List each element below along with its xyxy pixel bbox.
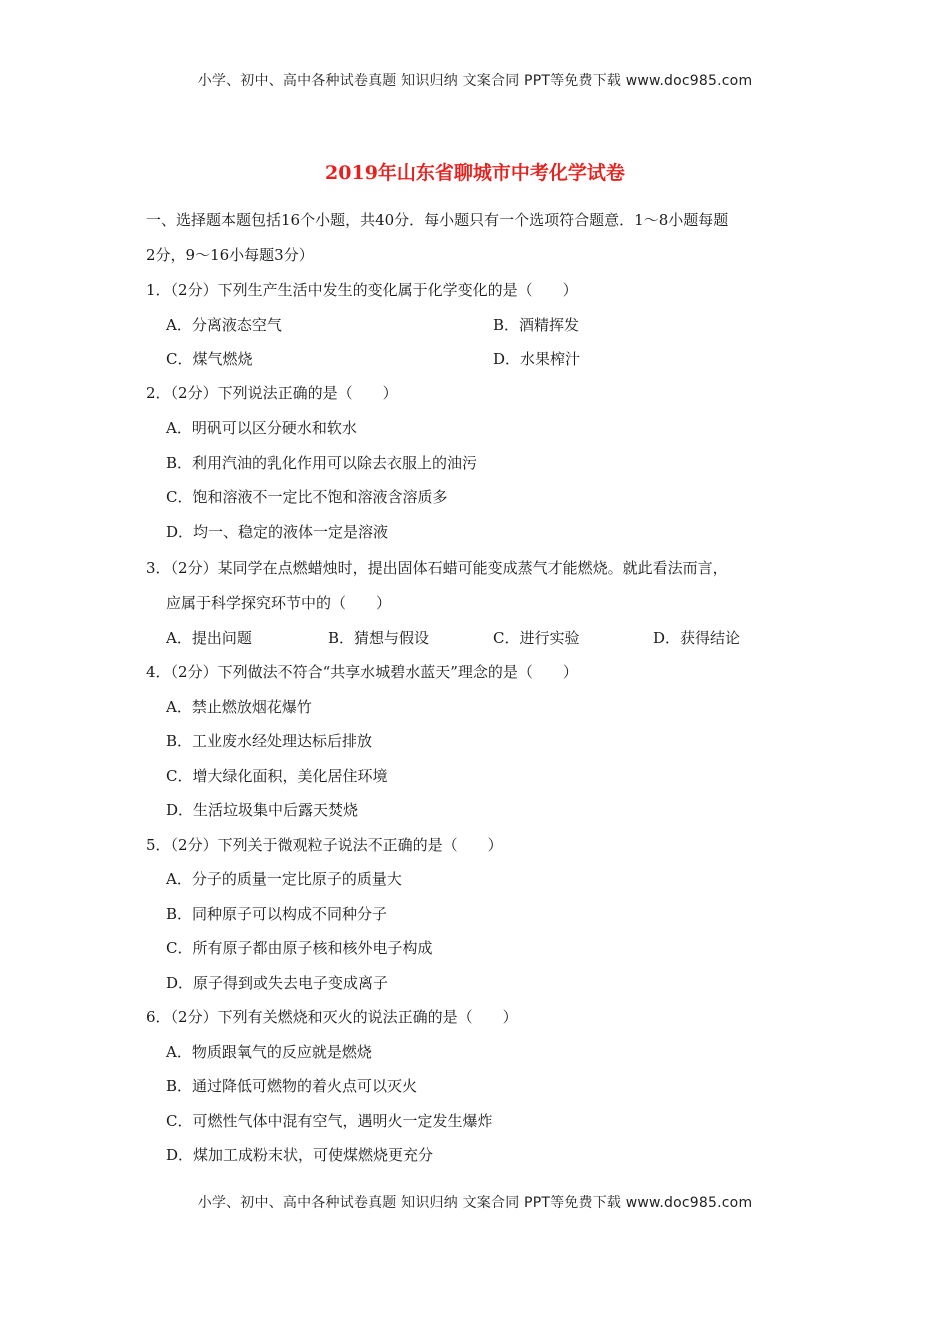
question-5-stem: 5．（2分）下列关于微观粒子说法不正确的是（ ） — [146, 836, 503, 854]
question-6-option-c: C．可燃性气体中混有空气，遇明火一定发生爆炸 — [166, 1112, 493, 1130]
question-4-option-b: B．工业废水经处理达标后排放 — [166, 732, 373, 750]
question-6-stem: 6．（2分）下列有关燃烧和灭火的说法正确的是（ ） — [146, 1008, 518, 1026]
question-5-option-b: B．同种原子可以构成不同种分子 — [166, 905, 388, 923]
question-3-option-a: A．提出问题 — [166, 629, 252, 647]
question-2-option-d: D．均一、稳定的液体一定是溶液 — [166, 523, 389, 541]
page-title: 2019年山东省聊城市中考化学试卷 — [325, 162, 625, 184]
question-5-option-c: C．所有原子都由原子核和核外电子构成 — [166, 939, 433, 957]
question-6-option-b: B．通过降低可燃物的着火点可以灭火 — [166, 1077, 418, 1095]
question-1-stem: 1．（2分）下列生产生活中发生的变化属于化学变化的是（ ） — [146, 281, 578, 299]
question-1-option-b: B．酒精挥发 — [493, 316, 580, 334]
section-heading-line2: 2分，9～16小每题3分） — [146, 246, 314, 264]
question-6-option-a: A．物质跟氧气的反应就是燃烧 — [166, 1043, 372, 1061]
question-5-option-a: A．分子的质量一定比原子的质量大 — [166, 870, 402, 888]
page-footer: 小学、初中、高中各种试卷真题 知识归纳 文案合同 PPT等免费下载 www.doc985.com — [197, 1195, 753, 1211]
question-3-option-c: C．进行实验 — [493, 629, 580, 647]
question-3-stem: 3．（2分）某同学在点燃蜡烛时，提出固体石蜡可能变成蒸气才能燃烧。就此看法而言， — [146, 559, 728, 577]
question-3-option-b: B．猜想与假设 — [328, 629, 430, 647]
question-5-option-d: D．原子得到或失去电子变成离子 — [166, 974, 389, 992]
question-2-option-c: C．饱和溶液不一定比不饱和溶液含溶质多 — [166, 488, 448, 506]
question-1-option-c: C．煤气燃烧 — [166, 350, 253, 368]
page-header: 小学、初中、高中各种试卷真题 知识归纳 文案合同 PPT等免费下载 www.doc985.com — [197, 73, 753, 89]
question-2-option-a: A．明矾可以区分硬水和软水 — [166, 419, 357, 437]
question-4-option-d: D．生活垃圾集中后露天焚烧 — [166, 801, 359, 819]
question-3-option-d: D．获得结论 — [653, 629, 741, 647]
question-4-option-a: A．禁止燃放烟花爆竹 — [166, 698, 312, 716]
question-4-stem: 4．（2分）下列做法不符合“共享水城碧水蓝天”理念的是（ ） — [146, 663, 578, 681]
question-2-option-b: B．利用汽油的乳化作用可以除去衣服上的油污 — [166, 454, 478, 472]
question-2-stem: 2．（2分）下列说法正确的是（ ） — [146, 384, 398, 402]
question-1-option-a: A．分离液态空气 — [166, 316, 282, 334]
question-4-option-c: C．增大绿化面积，美化居住环境 — [166, 767, 388, 785]
question-1-option-d: D．水果榨汁 — [493, 350, 581, 368]
question-6-option-d: D．煤加工成粉末状，可使煤燃烧更充分 — [166, 1146, 434, 1164]
question-3-stem-continued: 应属于科学探究环节中的（ ） — [166, 594, 392, 612]
section-heading-line1: 一、选择题本题包括16个小题，共40分．每小题只有一个选项符合题意．1～8小题每题 — [146, 211, 729, 229]
